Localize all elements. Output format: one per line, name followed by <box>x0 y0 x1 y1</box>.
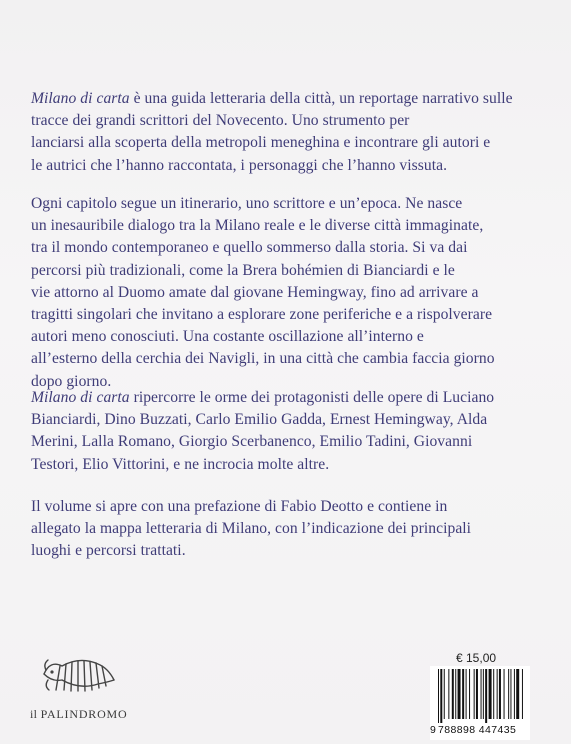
barcode-bar <box>448 669 449 719</box>
barcode-bar <box>458 669 461 719</box>
book-title-italic: Milano di carta <box>31 389 130 406</box>
barcode-bar <box>440 669 442 723</box>
paragraph-line: vie attorno al Duomo amate dal giovane Hemingway, fino ad arrivare a <box>31 283 479 301</box>
description-paragraph-2 <box>31 193 551 393</box>
paragraph-line: un inesauribile dialogo tra la Milano reale e le diverse città immaginate, <box>31 217 484 235</box>
publisher-wordmark: PALINDROMO <box>40 707 128 721</box>
barcode-bar <box>499 669 501 719</box>
barcode-bar <box>493 669 494 719</box>
paragraph-line: Ogni capitolo segue un itinerario, uno scrittore e un’epoca. Ne nasce <box>31 195 463 212</box>
paragraph-line <box>31 387 551 409</box>
paragraph-line: lanciarsi alla scoperta della metropoli meneghina e incontrare gli autori e <box>31 134 491 152</box>
paragraph-line: Bianciardi, Dino Buzzati, Carlo Emilio Gadda, Ernest Hemingway, Alda <box>31 411 488 429</box>
price-label: € 15,00 <box>456 651 497 665</box>
paragraph-text: è una guida letteraria della città, un reportage narrativo sulle <box>129 90 513 107</box>
barcode-bar <box>466 669 467 719</box>
publisher-prefix: il <box>30 707 38 721</box>
paragraph-line: luoghi e percorsi trattati. <box>31 542 186 560</box>
barcode-bar <box>510 669 511 719</box>
paragraph-line: tra il mondo contemporaneo e quello sommerso dalla storia. Si va dai <box>31 239 468 257</box>
paragraph-line: Merini, Lalla Romano, Giorgio Scerbanenco, Emilio Tadini, Giovanni <box>31 433 473 451</box>
barcode-bars <box>436 669 526 723</box>
description-paragraph-3 <box>31 387 551 476</box>
paragraph-line: dopo giorno. <box>31 372 112 390</box>
palindromo-fish-skeleton-logo <box>40 650 120 702</box>
barcode-bar <box>455 669 456 719</box>
barcode-bar <box>444 669 445 719</box>
isbn-digits: 788898 447435 <box>438 724 517 736</box>
book-title-italic: Milano di carta <box>31 90 130 107</box>
paragraph-line: all’esterno della cerchia dei Navigli, in una città che cambia faccia giorno <box>31 350 495 368</box>
paragraph-line: Il volume si apre con una prefazione di Fabio Deotto e contiene in <box>31 498 448 515</box>
barcode-bar <box>476 669 478 719</box>
publisher-name <box>30 707 128 722</box>
paragraph-line: tracce dei grandi scrittori del Novecento. Uno strumento per <box>31 112 410 130</box>
isbn-lead-digit: 9 <box>430 724 436 736</box>
barcode-bar <box>508 669 509 719</box>
paragraph-line <box>31 88 551 110</box>
barcode-bar <box>452 669 454 719</box>
description-paragraph-1 <box>31 88 551 177</box>
barcode-bar <box>489 669 492 719</box>
barcode-bar <box>514 669 515 719</box>
barcode-bar <box>485 669 487 723</box>
barcode-bar <box>474 669 475 719</box>
paragraph-line: Testori, Elio Vittorini, e ne incrocia molte altre. <box>31 455 330 473</box>
barcode-bar <box>504 669 505 719</box>
paragraph-line: percorsi più tradizionali, come la Brera bohémien di Bianciardi e le <box>31 261 455 279</box>
barcode-bar <box>469 669 470 719</box>
barcode-bar <box>438 669 439 723</box>
description-paragraph-4 <box>31 496 551 563</box>
barcode-bar <box>481 669 482 719</box>
barcode-bar <box>522 669 523 719</box>
publisher-logo <box>30 650 130 730</box>
barcode-bar <box>483 669 484 719</box>
paragraph-line: autori meno conosciuti. Una costante oscillazione all’interno e <box>31 328 424 346</box>
paragraph-line: allegato la mappa letteraria di Milano, con l’indicazione dei principali <box>31 520 472 538</box>
barcode-bar <box>497 669 498 719</box>
barcode-bar <box>516 669 519 719</box>
paragraph-line: tragitti singolari che invitano a esplorare zone periferiche e a rispolverare <box>31 306 493 324</box>
barcode-bar <box>462 669 464 719</box>
paragraph-line: le autrici che l’hanno raccontata, i personaggi che l’hanno vissuta. <box>31 156 448 174</box>
paragraph-text: ripercorre le orme dei protagonisti delle opere di Luciano <box>129 389 495 406</box>
